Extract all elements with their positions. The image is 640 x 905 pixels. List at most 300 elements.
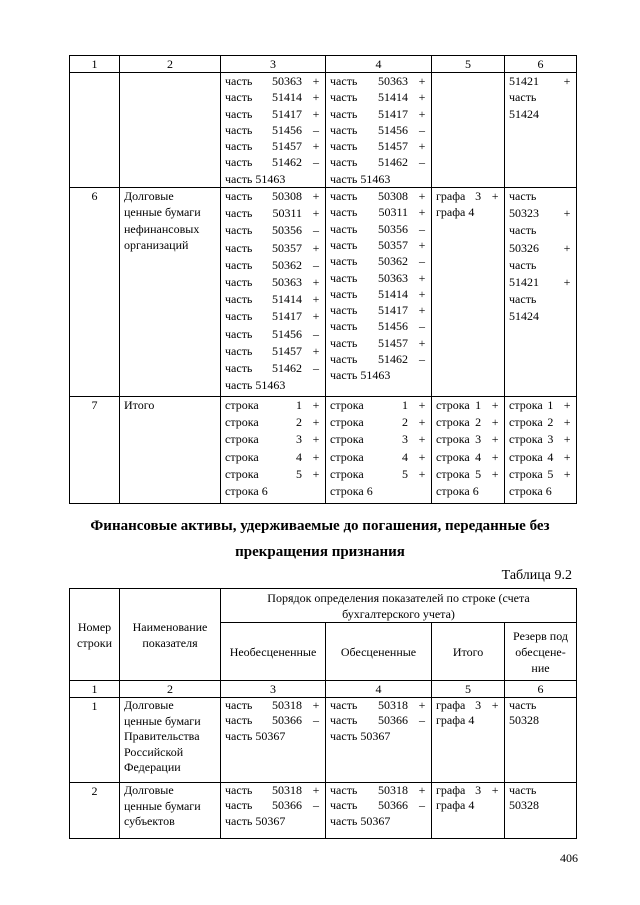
account-number: 4: [402, 449, 408, 464]
account-label: часть: [330, 155, 358, 170]
account-label: строка: [225, 432, 259, 447]
account-sign: +: [312, 309, 320, 324]
account-line: [221, 483, 325, 500]
text-line: ценные бумаги: [124, 205, 201, 220]
account-label: часть: [225, 783, 253, 797]
account-number: 51457: [272, 139, 302, 154]
account-number: [285, 729, 312, 744]
account-sign: +: [312, 292, 320, 307]
account-number: 1: [296, 398, 302, 413]
account-number: 5: [475, 466, 482, 481]
cell-col5: [432, 397, 505, 504]
account-number: 51417: [378, 106, 408, 121]
account-sign: +: [312, 449, 320, 464]
account-line: [221, 431, 325, 448]
col-header: 6: [505, 56, 577, 73]
account-sign: +: [312, 139, 320, 154]
account-sign: +: [418, 139, 426, 154]
account-sign: [563, 698, 571, 713]
account-number: 50357: [272, 240, 302, 255]
account-label: часть: [330, 319, 358, 334]
cell-col6: [505, 397, 577, 504]
account-line: [326, 414, 431, 431]
account-number: 2: [402, 415, 408, 430]
account-sign: +: [491, 189, 499, 204]
account-line: [432, 798, 504, 813]
account-line: [505, 783, 576, 798]
account-sign: [491, 798, 499, 813]
account-number: 51456: [272, 122, 302, 137]
account-sign: [563, 106, 571, 122]
account-number: 3: [475, 698, 482, 712]
account-label: строка: [330, 398, 364, 413]
account-label: часть: [330, 286, 358, 301]
account-sign: [563, 798, 571, 813]
account-number: [539, 73, 563, 89]
account-label: часть: [225, 360, 253, 375]
account-sign: –: [419, 221, 425, 236]
account-number: 1: [547, 398, 554, 413]
account-sign: +: [491, 449, 499, 464]
account-number: 50366: [378, 798, 408, 813]
account-sign: +: [563, 415, 571, 430]
account-label: часть: [225, 292, 253, 307]
account-line: [505, 89, 576, 105]
table-row: [70, 188, 577, 397]
account-line: [432, 449, 504, 466]
account-sign: +: [563, 74, 571, 88]
account-sign: +: [312, 74, 320, 88]
account-number: 51456: [378, 319, 408, 334]
cell-col3: [221, 73, 326, 188]
cell-name: [120, 188, 221, 397]
cell-name: [120, 73, 221, 188]
account-line: [221, 449, 325, 466]
account-sign: +: [491, 398, 499, 413]
account-sign: +: [418, 270, 426, 285]
account-sign: +: [563, 398, 571, 413]
account-line: [326, 154, 431, 170]
account-number: [285, 814, 312, 829]
account-line: [221, 377, 325, 394]
account-number: 51462: [272, 360, 302, 375]
account-sign: +: [418, 398, 426, 413]
account-sign: +: [491, 415, 499, 430]
account-line: [221, 257, 325, 274]
account-line: [221, 360, 325, 377]
account-sign: +: [312, 415, 320, 430]
account-line: [326, 204, 431, 220]
account-number: [539, 274, 563, 291]
account-number: 3: [296, 432, 302, 447]
account-number: 51457: [272, 343, 302, 358]
account-label: часть: [225, 74, 253, 88]
account-label: строка: [509, 415, 543, 430]
cell-num: 6: [70, 188, 120, 397]
account-sign: +: [418, 205, 426, 220]
account-label: графа: [436, 189, 466, 204]
account-label: часть: [330, 254, 358, 269]
account-number: [285, 171, 312, 187]
account-sign: +: [312, 783, 320, 797]
page-number: 406: [560, 851, 578, 865]
account-line: [326, 397, 431, 414]
account-sign: +: [312, 432, 320, 447]
account-number: 50357: [378, 237, 408, 252]
account-line: [221, 291, 325, 308]
account-number: [536, 222, 563, 239]
account-sign: +: [312, 398, 320, 413]
account-number: 50356: [272, 223, 302, 238]
account-label: часть 50367: [330, 813, 391, 828]
account-number: 50311: [378, 205, 408, 220]
account-line: [221, 713, 325, 728]
account-line: [221, 154, 325, 170]
account-label: часть 51463: [330, 171, 391, 186]
account-line: [221, 308, 325, 325]
account-label: часть: [225, 106, 253, 121]
col-header: 3: [221, 56, 326, 73]
account-line: [326, 466, 431, 483]
account-label: часть: [330, 335, 358, 350]
account-number: 50308: [378, 189, 408, 204]
text-line: Долговые: [124, 189, 174, 204]
account-sign: +: [491, 783, 499, 797]
account-number: 50318: [272, 783, 302, 797]
account-sign: –: [313, 360, 319, 375]
account-number: 50363: [378, 270, 408, 285]
account-number: [390, 814, 418, 829]
account-line: [432, 397, 504, 414]
text-line: ценные бумаги: [124, 713, 201, 728]
account-label: 51421: [509, 74, 539, 88]
account-sign: –: [419, 713, 425, 728]
account-sign: +: [418, 303, 426, 318]
account-label: графа 4: [436, 205, 475, 220]
account-sign: +: [563, 206, 571, 221]
account-line: [326, 221, 431, 237]
cell-col4: [326, 783, 432, 839]
account-number: [479, 483, 491, 500]
account-sign: +: [312, 189, 320, 204]
account-line: [432, 698, 504, 713]
cell-num: [70, 73, 120, 188]
account-line: [505, 466, 576, 483]
account-label: строка 6: [330, 484, 373, 499]
account-number: 3: [475, 189, 482, 204]
account-number: 50318: [378, 783, 408, 797]
account-sign: +: [418, 432, 426, 447]
account-number: 4: [475, 449, 482, 464]
account-line: [326, 335, 431, 351]
account-label: строка: [509, 432, 543, 447]
account-number: [539, 106, 563, 122]
col-number: 1: [70, 681, 120, 698]
account-label: строка: [509, 449, 543, 464]
account-sign: [312, 377, 320, 394]
account-line: [221, 698, 325, 713]
account-line: [221, 188, 325, 205]
account-sign: [563, 89, 571, 105]
account-label: часть: [509, 257, 537, 272]
account-line: [505, 73, 576, 89]
account-line: [326, 483, 431, 500]
cell-col4: [326, 188, 432, 397]
account-line: [326, 270, 431, 286]
account-number: 51414: [378, 286, 408, 301]
account-number: 51456: [378, 122, 408, 137]
account-line: [221, 729, 325, 744]
account-sign: [491, 483, 499, 500]
account-line: [326, 237, 431, 253]
account-label: строка: [225, 466, 259, 481]
account-line: [505, 188, 576, 205]
account-line: [505, 106, 576, 122]
account-line: [326, 431, 431, 448]
account-line: [505, 257, 576, 274]
account-label: часть 50367: [330, 728, 391, 743]
account-line: [326, 106, 431, 122]
account-sign: +: [563, 275, 571, 290]
account-label: часть: [330, 106, 358, 121]
account-number: [474, 204, 491, 220]
account-line: [505, 308, 576, 325]
cell-col3: [221, 188, 326, 397]
text-line: Российской: [124, 744, 184, 759]
account-label: часть: [225, 343, 253, 358]
account-sign: –: [313, 122, 319, 137]
account-number: 50362: [272, 257, 302, 272]
account-sign: –: [313, 326, 319, 341]
account-sign: +: [418, 466, 426, 481]
account-sign: +: [312, 275, 320, 290]
account-sign: +: [312, 343, 320, 358]
account-line: [221, 466, 325, 483]
account-number: [536, 89, 563, 105]
cell-num: 7: [70, 397, 120, 504]
account-label: часть: [330, 798, 358, 813]
account-line: [221, 814, 325, 829]
account-number: 51417: [272, 309, 302, 324]
account-number: 51462: [272, 155, 302, 170]
account-label: часть: [509, 783, 537, 797]
account-label: строка: [509, 398, 543, 413]
account-label: часть 51463: [225, 378, 286, 393]
account-sign: +: [418, 415, 426, 430]
account-number: 50356: [378, 221, 408, 236]
cell-col3: [221, 698, 326, 783]
account-line: [326, 798, 431, 813]
account-sign: –: [419, 352, 425, 367]
account-number: [536, 257, 563, 274]
account-line: [326, 73, 431, 89]
account-label: часть: [225, 206, 253, 221]
account-sign: [312, 814, 320, 829]
account-sign: +: [312, 206, 320, 221]
account-sign: +: [418, 90, 426, 105]
account-line: [432, 431, 504, 448]
cell-col6: [505, 783, 577, 839]
cell-num: 1: [70, 698, 120, 783]
account-line: [505, 798, 576, 813]
account-number: 2: [475, 415, 482, 430]
account-label: часть: [330, 713, 358, 728]
cell-name: [120, 783, 221, 839]
account-label: 50328: [509, 798, 539, 813]
account-line: [326, 253, 431, 269]
account-label: часть: [509, 292, 537, 307]
table-row: [70, 73, 577, 188]
text-line: ценные бумаги: [124, 798, 201, 813]
account-line: [326, 367, 431, 383]
account-label: строка: [330, 432, 364, 447]
account-line: [432, 783, 504, 798]
account-sign: [563, 783, 571, 798]
account-number: 2: [547, 415, 554, 430]
account-sign: –: [419, 155, 425, 170]
account-label: строка 6: [225, 484, 268, 499]
account-line: [326, 698, 431, 713]
account-number: [536, 783, 563, 798]
account-number: 5: [296, 466, 302, 481]
account-sign: [418, 367, 426, 383]
account-label: часть: [330, 122, 358, 137]
account-number: 3: [475, 432, 482, 447]
cell-num: 2: [70, 783, 120, 839]
account-line: [221, 783, 325, 798]
account-label: часть: [225, 240, 253, 255]
account-label: графа 4: [436, 713, 475, 728]
account-label: строка: [330, 449, 364, 464]
account-line: [432, 204, 504, 220]
account-line: [326, 188, 431, 204]
account-sign: +: [563, 432, 571, 447]
account-sign: [418, 483, 426, 500]
account-number: [390, 171, 418, 187]
account-sign: –: [313, 798, 319, 813]
account-number: [539, 205, 563, 222]
account-label: строка: [509, 466, 543, 481]
account-sign: [418, 814, 426, 829]
account-sign: [491, 713, 499, 728]
cell-col6: [505, 188, 577, 397]
account-label: часть: [225, 122, 253, 137]
account-label: 50323: [509, 206, 539, 221]
account-number: [285, 377, 312, 394]
table-label: Таблица 9.2: [501, 568, 572, 583]
account-label: часть: [330, 270, 358, 285]
account-line: [505, 397, 576, 414]
header-impaired: Обесцененные: [326, 623, 432, 681]
account-sign: [563, 291, 571, 308]
account-line: [326, 171, 431, 187]
account-number: [539, 240, 563, 257]
account-number: 51414: [272, 292, 302, 307]
account-line: [326, 713, 431, 728]
account-line: [221, 106, 325, 122]
account-line: [505, 414, 576, 431]
account-line: [505, 713, 576, 728]
account-sign: –: [419, 254, 425, 269]
header-total: Итого: [432, 623, 505, 681]
text-line: организаций: [124, 237, 189, 252]
account-label: 50326: [509, 240, 539, 255]
account-number: 50363: [378, 74, 408, 88]
text-line: Правительства: [124, 729, 200, 744]
account-sign: –: [313, 155, 319, 170]
account-line: [326, 814, 431, 829]
account-label: строка 6: [509, 484, 552, 499]
account-sign: [563, 483, 571, 500]
account-sign: +: [491, 698, 499, 712]
account-label: графа 4: [436, 798, 475, 813]
account-label: 51424: [509, 106, 539, 121]
table-header-row: [70, 681, 577, 698]
table-header-row: [70, 56, 577, 73]
account-sign: [312, 729, 320, 744]
table-row: [70, 397, 577, 504]
header-unimpaired: Необесцененные: [221, 623, 326, 681]
account-sign: +: [418, 106, 426, 121]
account-line: [505, 291, 576, 308]
table-accounts-continued: [69, 55, 577, 504]
account-sign: [563, 713, 571, 728]
header-reserve: Резерв под обесцене-ние: [505, 623, 577, 681]
account-line: [505, 274, 576, 291]
account-label: часть: [225, 90, 253, 105]
account-label: часть: [509, 189, 537, 204]
col-number: 5: [432, 681, 505, 698]
account-number: [539, 713, 563, 728]
header-row-number: Номер строки: [70, 589, 120, 681]
account-line: [221, 414, 325, 431]
account-number: 50366: [272, 713, 302, 728]
account-number: [539, 798, 563, 813]
account-number: 1: [475, 398, 482, 413]
account-label: часть: [225, 139, 253, 154]
cell-col3: [221, 397, 326, 504]
account-number: [536, 698, 563, 713]
cell-name: [120, 397, 221, 504]
account-sign: +: [312, 90, 320, 105]
account-line: [326, 122, 431, 138]
account-number: 51457: [378, 335, 408, 350]
col-header: 1: [70, 56, 120, 73]
account-line: [221, 205, 325, 222]
account-line: [326, 449, 431, 466]
account-label: строка: [330, 415, 364, 430]
account-label: строка: [436, 415, 470, 430]
account-label: строка: [436, 449, 470, 464]
account-label: часть: [330, 698, 358, 712]
text-line: Итого: [124, 398, 155, 413]
col-header: 5: [432, 56, 505, 73]
account-sign: [418, 171, 426, 187]
account-label: часть: [330, 74, 358, 88]
account-number: 51456: [272, 326, 302, 341]
account-sign: +: [491, 432, 499, 447]
account-sign: +: [563, 240, 571, 255]
account-number: 3: [402, 432, 408, 447]
account-sign: [563, 188, 571, 205]
account-sign: –: [419, 122, 425, 137]
account-sign: +: [563, 449, 571, 464]
account-number: [373, 483, 418, 500]
account-line: [326, 783, 431, 798]
account-label: часть: [225, 223, 253, 238]
account-label: строка: [225, 449, 259, 464]
account-label: часть: [330, 189, 358, 204]
